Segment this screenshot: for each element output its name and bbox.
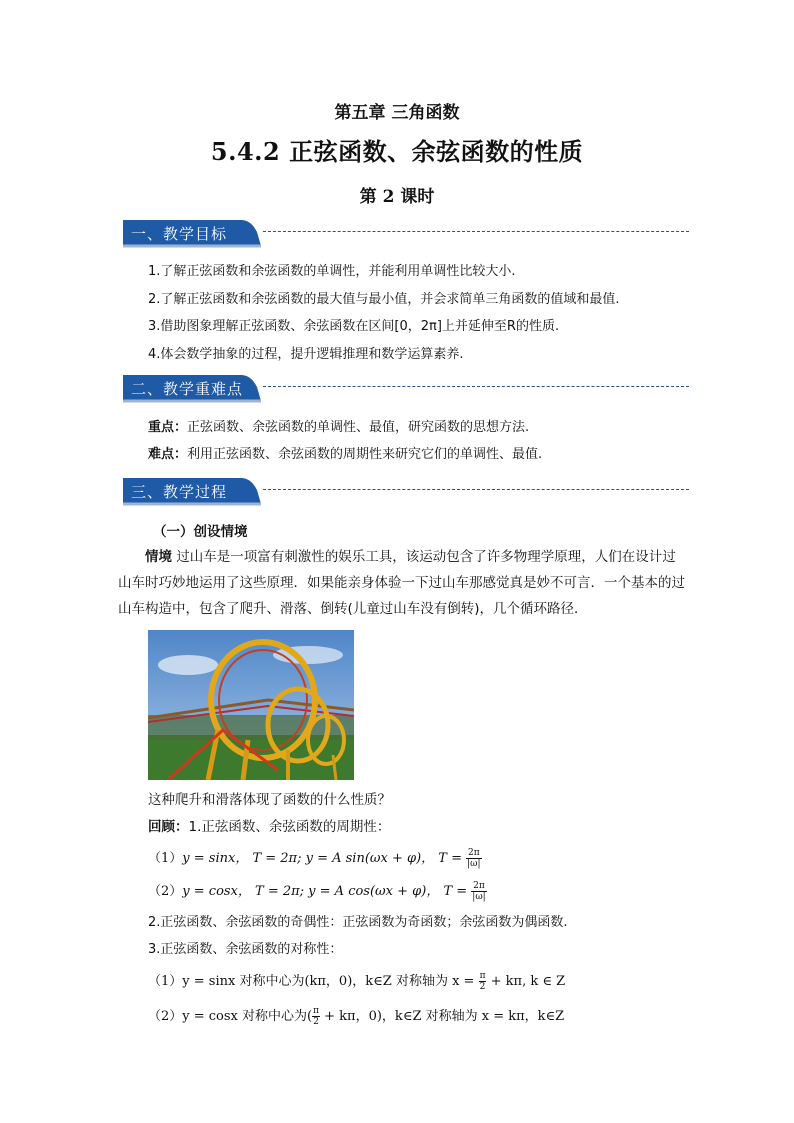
focus-text: 正弦函数、余弦函数的单调性、最值，研究函数的思想方法. (187, 420, 530, 435)
symmetry-formula-1 (148, 971, 565, 992)
section-header-key (123, 373, 689, 403)
section-tab (123, 373, 257, 403)
difficulty-text: 利用正弦函数、余弦函数的周期性来研究它们的单调性、最值. (187, 447, 543, 462)
review-label: 回顾： (148, 819, 189, 835)
formula-text: + kπ, k ∈ Z (486, 974, 566, 989)
symmetry-heading: 3.正弦函数、余弦函数的对称性： (148, 942, 343, 957)
dashed-divider (263, 386, 689, 387)
formula-prefix: （2） (148, 884, 183, 899)
section-header-goals (123, 218, 689, 248)
dashed-divider (263, 231, 689, 232)
focus-line (148, 419, 529, 437)
scenario-text: 过山车是一项富有刺激性的娱乐工具，该运动包含了许多物理学原理，人们在设计过山车时巧妙地运用了这些原理．如果能亲身体验一下过山车那感觉真是妙不可言．一个基本的过山车构造中，包含了爬升、滑落、倒转(儿童过山车没有倒转)，几个循环路径． (118, 549, 685, 617)
chapter-heading: 第五章 三角函数 (334, 103, 460, 123)
goal-item: 2.了解正弦函数和余弦函数的最大值与最小值，并会求简单三角函数的值域和最值. (148, 292, 620, 307)
roller-coaster-photo (148, 630, 354, 780)
focus-label: 重点： (148, 420, 188, 435)
section-label: 二、教学重难点 (131, 380, 244, 398)
fraction-denominator: 2 (479, 982, 486, 992)
scenario-label: 情境 (145, 549, 172, 565)
formula-text: y = sinx， T = 2π; y = A sin(ωx + φ)， T = (182, 851, 467, 866)
goal-item: 4.体会数学抽象的过程，提升逻辑推理和数学运算素养. (148, 347, 464, 362)
period-fraction (471, 881, 486, 902)
scenario-paragraph (118, 544, 688, 622)
section-label: 一、教学目标 (131, 225, 228, 243)
section-tab (123, 218, 257, 248)
section-label: 三、教学过程 (131, 483, 228, 501)
formula-text: （2）y = cosx 对称中心为( (148, 1009, 313, 1024)
subsection-heading: （一）创设情境 (153, 524, 248, 540)
fraction-denominator: 2 (313, 1017, 319, 1027)
fraction-numerator: π (479, 971, 486, 981)
lesson-subtitle: 第 2 课时 (359, 187, 435, 207)
formula-prefix: （1） (148, 851, 183, 866)
difficulty-label: 难点： (148, 447, 188, 462)
goal-item: 1.了解正弦函数和余弦函数的单调性，并能利用单调性比较大小. (148, 264, 516, 279)
formula-text: y = cosx， T = 2π; y = A cos(ωx + φ)， T = (182, 884, 472, 899)
review-item: 1.正弦函数、余弦函数的周期性： (188, 819, 391, 835)
symmetry-formula-2 (148, 1006, 564, 1027)
formula-text: + kπ，0)，k∈Z 对称轴为 x = kπ，k∈Z (320, 1009, 565, 1024)
goal-item: 3.借助图象理解正弦函数、余弦函数在区间[0，2π]上并延伸至R的性质. (148, 319, 560, 334)
period-formula-2 (148, 881, 487, 902)
section-tab (123, 476, 257, 506)
fraction-numerator: 2π (468, 848, 480, 858)
fraction-numerator: π (313, 1006, 320, 1016)
dashed-divider (263, 489, 689, 490)
fraction-numerator: 2π (473, 881, 485, 891)
period-fraction (466, 848, 481, 869)
period-formula-1 (148, 848, 482, 869)
fraction-denominator: |ω| (467, 859, 481, 869)
review-line (148, 818, 390, 836)
difficulty-line (148, 446, 542, 464)
parity-line: 2.正弦函数、余弦函数的奇偶性：正弦函数为奇函数；余弦函数为偶函数. (148, 915, 568, 930)
formula-text: （1）y = sinx 对称中心为(kπ，0)，k∈Z 对称轴为 x = (148, 974, 479, 989)
fraction-denominator: |ω| (472, 892, 486, 902)
lesson-title: 5.4.2 正弦函数、余弦函数的性质 (210, 137, 584, 166)
section-header-process (123, 476, 689, 506)
question-text: 这种爬升和滑落体现了函数的什么性质？ (148, 792, 391, 808)
pi-fraction (312, 1006, 320, 1027)
